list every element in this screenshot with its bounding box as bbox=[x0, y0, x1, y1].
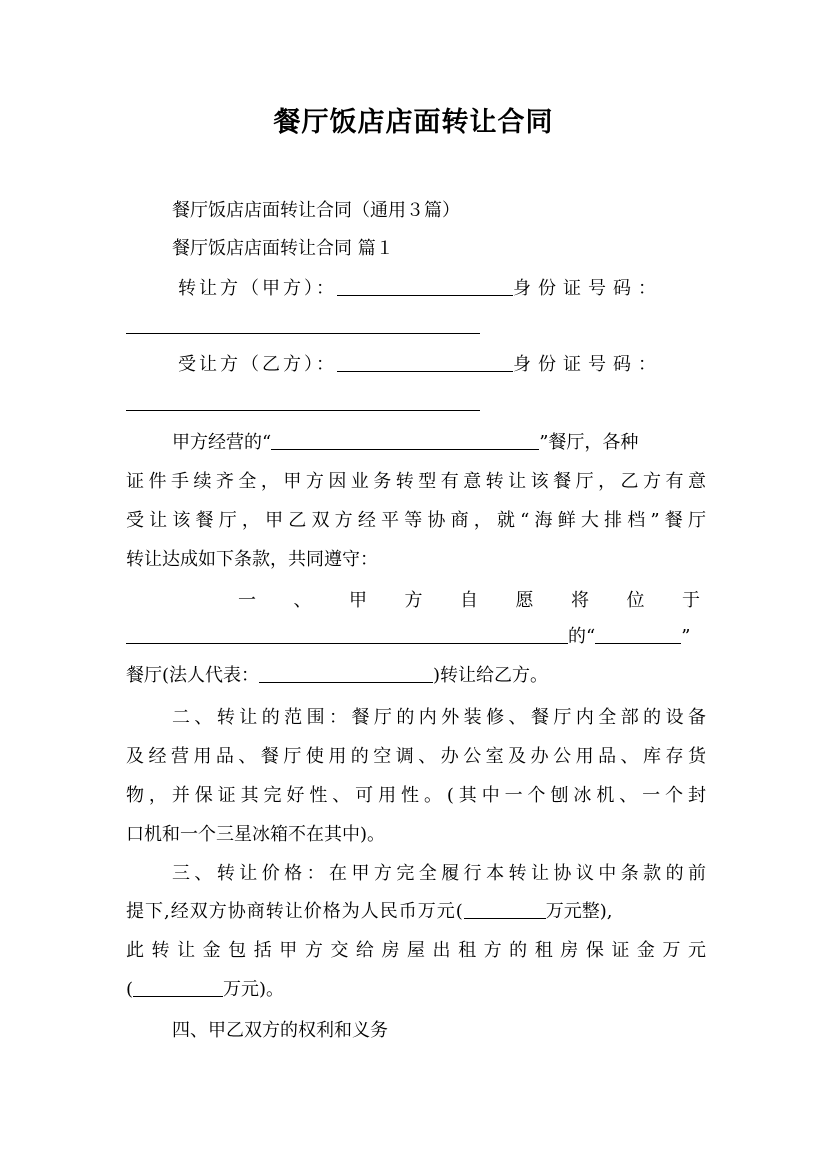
transferee-label: 受让方（乙方）： bbox=[178, 354, 337, 375]
transferee-id-blank bbox=[126, 390, 480, 411]
clause-3-price-after: 万元整), bbox=[545, 901, 613, 922]
clause-1-line-1: 一、甲方自愿将位于 bbox=[238, 590, 700, 611]
transferee-line bbox=[178, 347, 706, 383]
paragraph-1-line-2: 证件手续齐全，甲方因业务转型有意转让该餐厅，乙方有意 bbox=[126, 471, 706, 492]
transferee-blank bbox=[337, 351, 513, 372]
clause-3-line-4 bbox=[126, 972, 706, 1008]
clause-1-rep-after: )转让给乙方。 bbox=[433, 665, 549, 686]
paragraph-1-line-1 bbox=[172, 425, 706, 461]
transferee-id-line bbox=[126, 386, 706, 422]
clause-3-line-2 bbox=[126, 894, 706, 930]
article-heading: 餐厅饭店店面转让合同 篇１ bbox=[172, 238, 394, 259]
transferee-id-label: 身份证号码： bbox=[513, 354, 663, 375]
clause-3-deposit-after: 万元)。 bbox=[223, 979, 285, 1000]
clause-1-quote: ” bbox=[681, 626, 691, 647]
transferor-id-line bbox=[126, 309, 706, 345]
clause-1-of: 的“ bbox=[568, 626, 596, 647]
clause-3-line-3: 此转让金包括甲方交给房屋出租方的租房保证金万元 bbox=[126, 940, 706, 961]
legal-rep-blank bbox=[259, 662, 433, 683]
restaurant-name-blank-2 bbox=[595, 623, 681, 644]
location-blank bbox=[126, 623, 568, 644]
paragraph-1-line-4: 转让达成如下条款，共同遵守： bbox=[126, 549, 378, 570]
restaurant-name-blank bbox=[271, 429, 539, 450]
clause-2-line-2: 及经营用品、餐厅使用的空调、办公室及办公用品、库存货 bbox=[126, 746, 706, 767]
clause-2-line-3: 物，并保证其完好性、可用性。(其中一个刨冰机、一个封 bbox=[126, 785, 706, 806]
clause-2-line-4: 口机和一个三星冰箱不在其中)。 bbox=[126, 824, 386, 845]
p1-text-before: 甲方经营的“ bbox=[172, 432, 272, 453]
clause-4-line-1: 四、甲乙双方的权利和义务 bbox=[172, 1020, 388, 1041]
document-title: 餐厅饭店店面转让合同 bbox=[273, 107, 554, 138]
clause-1-rep-label: 餐厅(法人代表： bbox=[126, 665, 260, 686]
clause-3-price-text: 提下,经双方协商转让价格为人民币万元( bbox=[126, 901, 464, 922]
paragraph-1-line-3: 受让该餐厅，甲乙双方经平等协商，就“海鲜大排档”餐厅 bbox=[126, 510, 706, 531]
transferor-label: 转让方（甲方）： bbox=[178, 278, 337, 299]
clause-1-line-2 bbox=[126, 619, 706, 655]
p1-text-after: ”餐厅，各种 bbox=[539, 432, 639, 453]
transferor-blank bbox=[337, 275, 513, 296]
transferor-id-label: 身份证号码： bbox=[513, 278, 663, 299]
clause-1-line-3 bbox=[126, 658, 706, 694]
deposit-blank bbox=[133, 976, 223, 997]
clause-3-deposit-open: ( bbox=[126, 979, 134, 1000]
clause-2-line-1: 二、转让的范围：餐厅的内外装修、餐厅内全部的设备 bbox=[172, 707, 706, 728]
transferor-line bbox=[178, 271, 706, 307]
clause-3-line-1: 三、转让价格：在甲方完全履行本转让协议中条款的前 bbox=[172, 863, 706, 884]
transferor-id-blank bbox=[126, 313, 480, 334]
subtitle: 餐厅饭店店面转让合同（通用３篇） bbox=[172, 200, 460, 221]
price-blank bbox=[464, 898, 546, 919]
